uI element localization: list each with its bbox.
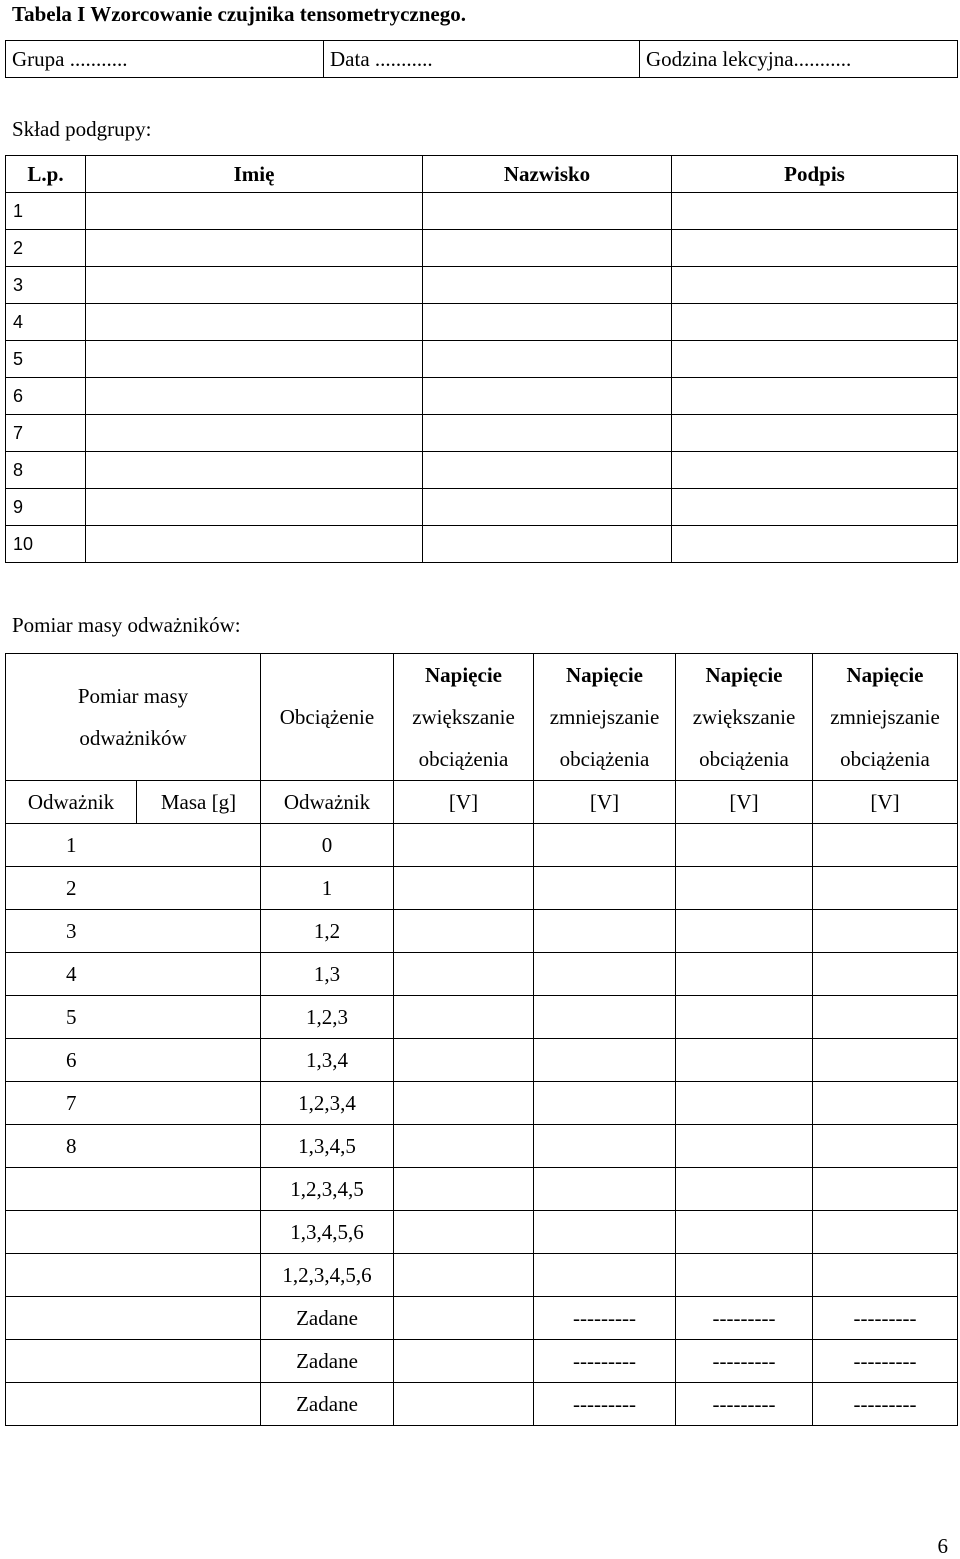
dashes-cell: --------- — [813, 1383, 958, 1426]
odwaznik-number: 4 — [6, 953, 261, 996]
header-napiecie-zmniejszanie-1: Napięcie zmniejszanie obciążenia — [534, 654, 676, 781]
unit-odwaznik: Odważnik — [6, 781, 137, 824]
zadane-empty-cell — [6, 1340, 261, 1383]
voltage-cell[interactable] — [534, 867, 676, 910]
member-imie-field[interactable] — [86, 267, 423, 304]
voltage-cell[interactable] — [676, 910, 813, 953]
member-row — [6, 341, 958, 378]
voltage-cell[interactable] — [813, 910, 958, 953]
unit-volt-2: [V] — [534, 781, 676, 824]
member-imie-field[interactable] — [86, 304, 423, 341]
voltage-cell[interactable] — [394, 1211, 534, 1254]
voltage-cell[interactable] — [394, 910, 534, 953]
voltage-cell[interactable] — [394, 1039, 534, 1082]
mass-row — [6, 910, 958, 953]
odwaznik-load: 1,3,4 — [261, 1039, 394, 1082]
odwaznik-load: 1,2 — [261, 910, 394, 953]
voltage-cell[interactable] — [394, 1297, 534, 1340]
voltage-cell[interactable] — [813, 1168, 958, 1211]
member-nazwisko-field[interactable] — [423, 267, 672, 304]
mass-row — [6, 1168, 958, 1211]
odwaznik-load: 1,2,3,4 — [261, 1082, 394, 1125]
member-number: 3 — [6, 267, 86, 304]
dashes-cell: --------- — [534, 1340, 676, 1383]
voltage-cell[interactable] — [534, 1082, 676, 1125]
member-nazwisko-field[interactable] — [423, 415, 672, 452]
zadane-row — [6, 1340, 958, 1383]
voltage-cell[interactable] — [813, 1082, 958, 1125]
member-row — [6, 193, 958, 230]
member-number: 6 — [6, 378, 86, 415]
member-number: 10 — [6, 526, 86, 563]
odwaznik-load: 0 — [261, 824, 394, 867]
header-podpis: Podpis — [672, 156, 958, 193]
odwaznik-load: 1,3 — [261, 953, 394, 996]
voltage-cell[interactable] — [394, 953, 534, 996]
member-nazwisko-field[interactable] — [423, 341, 672, 378]
member-imie-field[interactable] — [86, 452, 423, 489]
member-podpis-field[interactable] — [672, 341, 958, 378]
voltage-cell[interactable] — [394, 996, 534, 1039]
zadane-label: Zadane — [261, 1340, 394, 1383]
voltage-cell[interactable] — [676, 1168, 813, 1211]
voltage-cell[interactable] — [394, 824, 534, 867]
voltage-cell[interactable] — [813, 1254, 958, 1297]
voltage-cell[interactable] — [534, 910, 676, 953]
mass-table — [5, 653, 958, 1426]
mass-row — [6, 824, 958, 867]
voltage-cell[interactable] — [534, 1125, 676, 1168]
info-table — [5, 40, 958, 78]
header-napiecie-zwiekszanie-1: Napięcie zwiększanie obciążenia — [394, 654, 534, 781]
unit-volt-4: [V] — [813, 781, 958, 824]
mass-row — [6, 953, 958, 996]
zadane-row — [6, 1383, 958, 1426]
voltage-cell[interactable] — [813, 1211, 958, 1254]
zadane-empty-cell — [6, 1383, 261, 1426]
voltage-cell[interactable] — [813, 996, 958, 1039]
voltage-cell[interactable] — [676, 867, 813, 910]
member-podpis-field[interactable] — [672, 267, 958, 304]
member-podpis-field[interactable] — [672, 378, 958, 415]
member-nazwisko-field[interactable] — [423, 378, 672, 415]
member-row — [6, 378, 958, 415]
odwaznik-number: 1 — [6, 824, 261, 867]
odwaznik-load: 1,2,3,4,5,6 — [261, 1254, 394, 1297]
odwaznik-number — [6, 1254, 261, 1297]
voltage-cell[interactable] — [813, 1125, 958, 1168]
member-row — [6, 489, 958, 526]
voltage-cell[interactable] — [676, 1039, 813, 1082]
header-obciazenie: Obciążenie — [261, 654, 394, 781]
member-nazwisko-field[interactable] — [423, 193, 672, 230]
voltage-cell[interactable] — [676, 1254, 813, 1297]
mass-row — [6, 867, 958, 910]
member-podpis-field[interactable] — [672, 452, 958, 489]
unit-volt-1: [V] — [394, 781, 534, 824]
odwaznik-number: 6 — [6, 1039, 261, 1082]
voltage-cell[interactable] — [534, 996, 676, 1039]
odwaznik-number — [6, 1168, 261, 1211]
mass-row — [6, 1254, 958, 1297]
zadane-row — [6, 1297, 958, 1340]
member-row — [6, 230, 958, 267]
member-imie-field[interactable] — [86, 193, 423, 230]
voltage-cell[interactable] — [534, 1168, 676, 1211]
odwaznik-load: 1,3,4,5 — [261, 1125, 394, 1168]
dashes-cell: --------- — [676, 1340, 813, 1383]
group-field[interactable]: Grupa ........... — [6, 41, 324, 78]
odwaznik-number: 2 — [6, 867, 261, 910]
member-number: 2 — [6, 230, 86, 267]
member-number: 7 — [6, 415, 86, 452]
member-podpis-field[interactable] — [672, 304, 958, 341]
dashes-cell: --------- — [813, 1297, 958, 1340]
voltage-cell[interactable] — [676, 1082, 813, 1125]
member-imie-field[interactable] — [86, 230, 423, 267]
member-podpis-field[interactable] — [672, 526, 958, 563]
voltage-cell[interactable] — [676, 1125, 813, 1168]
pomiar-label: Pomiar masy odważników: — [12, 613, 241, 637]
header-imie: Imię — [86, 156, 423, 193]
zadane-empty-cell — [6, 1297, 261, 1340]
voltage-cell[interactable] — [534, 824, 676, 867]
voltage-cell[interactable] — [676, 953, 813, 996]
header-nazwisko: Nazwisko — [423, 156, 672, 193]
voltage-cell[interactable] — [813, 1039, 958, 1082]
member-nazwisko-field[interactable] — [423, 452, 672, 489]
header-lp: L.p. — [6, 156, 86, 193]
hour-field[interactable]: Godzina lekcyjna........... — [640, 41, 958, 78]
voltage-cell[interactable] — [534, 1211, 676, 1254]
voltage-cell[interactable] — [394, 1383, 534, 1426]
mass-row — [6, 1039, 958, 1082]
unit-volt-3: [V] — [676, 781, 813, 824]
odwaznik-load: 1 — [261, 867, 394, 910]
member-nazwisko-field[interactable] — [423, 230, 672, 267]
member-nazwisko-field[interactable] — [423, 526, 672, 563]
dashes-cell: --------- — [813, 1340, 958, 1383]
odwaznik-load: 1,2,3,4,5 — [261, 1168, 394, 1211]
dashes-cell: --------- — [676, 1297, 813, 1340]
voltage-cell[interactable] — [394, 1082, 534, 1125]
member-row — [6, 267, 958, 304]
member-number: 1 — [6, 193, 86, 230]
members-table — [5, 155, 958, 563]
member-imie-field[interactable] — [86, 378, 423, 415]
member-imie-field[interactable] — [86, 415, 423, 452]
dashes-cell: --------- — [534, 1383, 676, 1426]
member-imie-field[interactable] — [86, 341, 423, 378]
member-podpis-field[interactable] — [672, 193, 958, 230]
unit-odwaznik-obciazenie: Odważnik — [261, 781, 394, 824]
zadane-label: Zadane — [261, 1297, 394, 1340]
member-number: 4 — [6, 304, 86, 341]
member-podpis-field[interactable] — [672, 230, 958, 267]
member-podpis-field[interactable] — [672, 415, 958, 452]
voltage-cell[interactable] — [534, 953, 676, 996]
odwaznik-number: 5 — [6, 996, 261, 1039]
mass-row — [6, 996, 958, 1039]
voltage-cell[interactable] — [813, 824, 958, 867]
voltage-cell[interactable] — [394, 867, 534, 910]
member-nazwisko-field[interactable] — [423, 304, 672, 341]
odwaznik-number — [6, 1211, 261, 1254]
member-imie-field[interactable] — [86, 526, 423, 563]
member-number: 8 — [6, 452, 86, 489]
date-field[interactable]: Data ........... — [324, 41, 640, 78]
member-nazwisko-field[interactable] — [423, 489, 672, 526]
voltage-cell[interactable] — [394, 1254, 534, 1297]
member-number: 5 — [6, 341, 86, 378]
voltage-cell[interactable] — [676, 824, 813, 867]
voltage-cell[interactable] — [534, 1039, 676, 1082]
voltage-cell[interactable] — [534, 1254, 676, 1297]
zadane-label: Zadane — [261, 1383, 394, 1426]
voltage-cell[interactable] — [394, 1340, 534, 1383]
dashes-cell: --------- — [676, 1383, 813, 1426]
header-napiecie-zwiekszanie-2: Napięcie zwiększanie obciążenia — [676, 654, 813, 781]
mass-row — [6, 1082, 958, 1125]
voltage-cell[interactable] — [813, 867, 958, 910]
page-title: Tabela I Wzorcowanie czujnika tensometrycznego. — [12, 2, 466, 26]
header-napiecie-zmniejszanie-2: Napięcie zmniejszanie obciążenia — [813, 654, 958, 781]
header-pomiar-masy: Pomiar masy odważników — [6, 654, 261, 781]
mass-row — [6, 1211, 958, 1254]
voltage-cell[interactable] — [813, 953, 958, 996]
odwaznik-number: 3 — [6, 910, 261, 953]
odwaznik-load: 1,2,3 — [261, 996, 394, 1039]
page-number: 6 — [937, 1534, 948, 1558]
member-row — [6, 304, 958, 341]
member-row — [6, 526, 958, 563]
member-number: 9 — [6, 489, 86, 526]
voltage-cell[interactable] — [394, 1125, 534, 1168]
member-row — [6, 452, 958, 489]
odwaznik-number: 7 — [6, 1082, 261, 1125]
unit-masa: Masa [g] — [137, 781, 261, 824]
mass-row — [6, 1125, 958, 1168]
odwaznik-load: 1,3,4,5,6 — [261, 1211, 394, 1254]
voltage-cell[interactable] — [676, 1211, 813, 1254]
member-podpis-field[interactable] — [672, 489, 958, 526]
member-imie-field[interactable] — [86, 489, 423, 526]
sklad-label: Skład podgrupy: — [12, 117, 152, 141]
voltage-cell[interactable] — [676, 996, 813, 1039]
voltage-cell[interactable] — [394, 1168, 534, 1211]
member-row — [6, 415, 958, 452]
dashes-cell: --------- — [534, 1297, 676, 1340]
odwaznik-number: 8 — [6, 1125, 261, 1168]
